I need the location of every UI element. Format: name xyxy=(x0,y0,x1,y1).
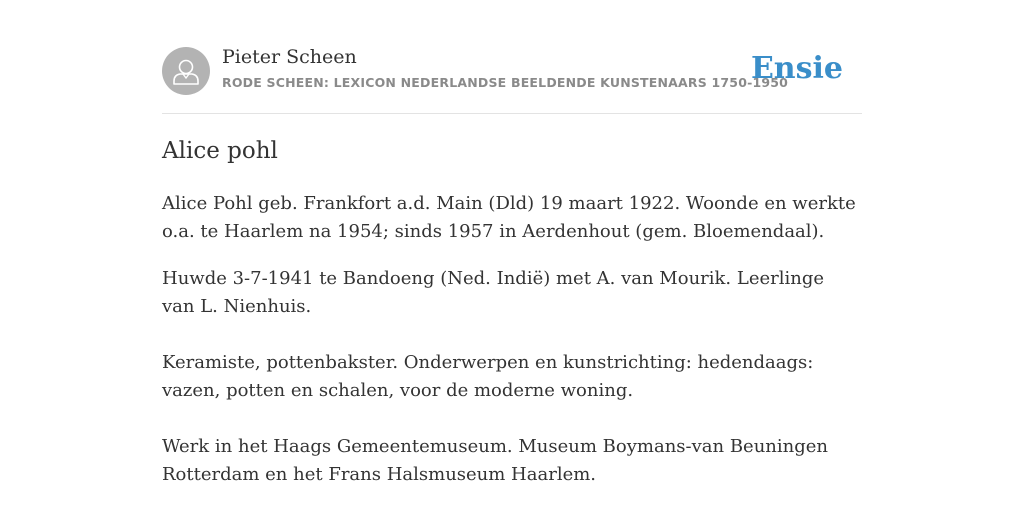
article-paragraph-1: Alice Pohl geb. Frankfort a.d. Main (Dld) 19 maart 1922. Woonde en werkte o.a. te Haarlem na 1954; sinds 1957 in Aerdenhout (gem. Bloemendaal). xyxy=(162,193,856,242)
person-outline-icon xyxy=(162,47,210,95)
author-header xyxy=(162,0,862,114)
source-title[interactable]: RODE SCHEEN: LEXICON NEDERLANDSE BEELDENDE KUNSTENAARS 1750-1950 xyxy=(222,75,789,90)
article-paragraph-4: Werk in het Haags Gemeentemuseum. Museum Boymans-van Beuningen Rotterdam en het Frans Halsmuseum Haarlem. xyxy=(162,436,829,485)
user-avatar-icon[interactable] xyxy=(162,47,210,95)
article-title: Alice pohl xyxy=(162,138,278,164)
page-container xyxy=(162,0,862,485)
ensie-logo[interactable]: Ensie xyxy=(750,51,843,86)
article-paragraph-2: Huwde 3-7-1941 te Bandoeng (Ned. Indië) met A. van Mourik. Leerlinge van L. Nienhuis. xyxy=(162,268,825,317)
article-paragraph-3: Keramiste, pottenbakster. Onderwerpen en kunstrichting: hedendaags: vazen, potten en schalen, voor de moderne woning. xyxy=(162,352,814,401)
author-name[interactable]: Pieter Scheen xyxy=(222,46,357,68)
